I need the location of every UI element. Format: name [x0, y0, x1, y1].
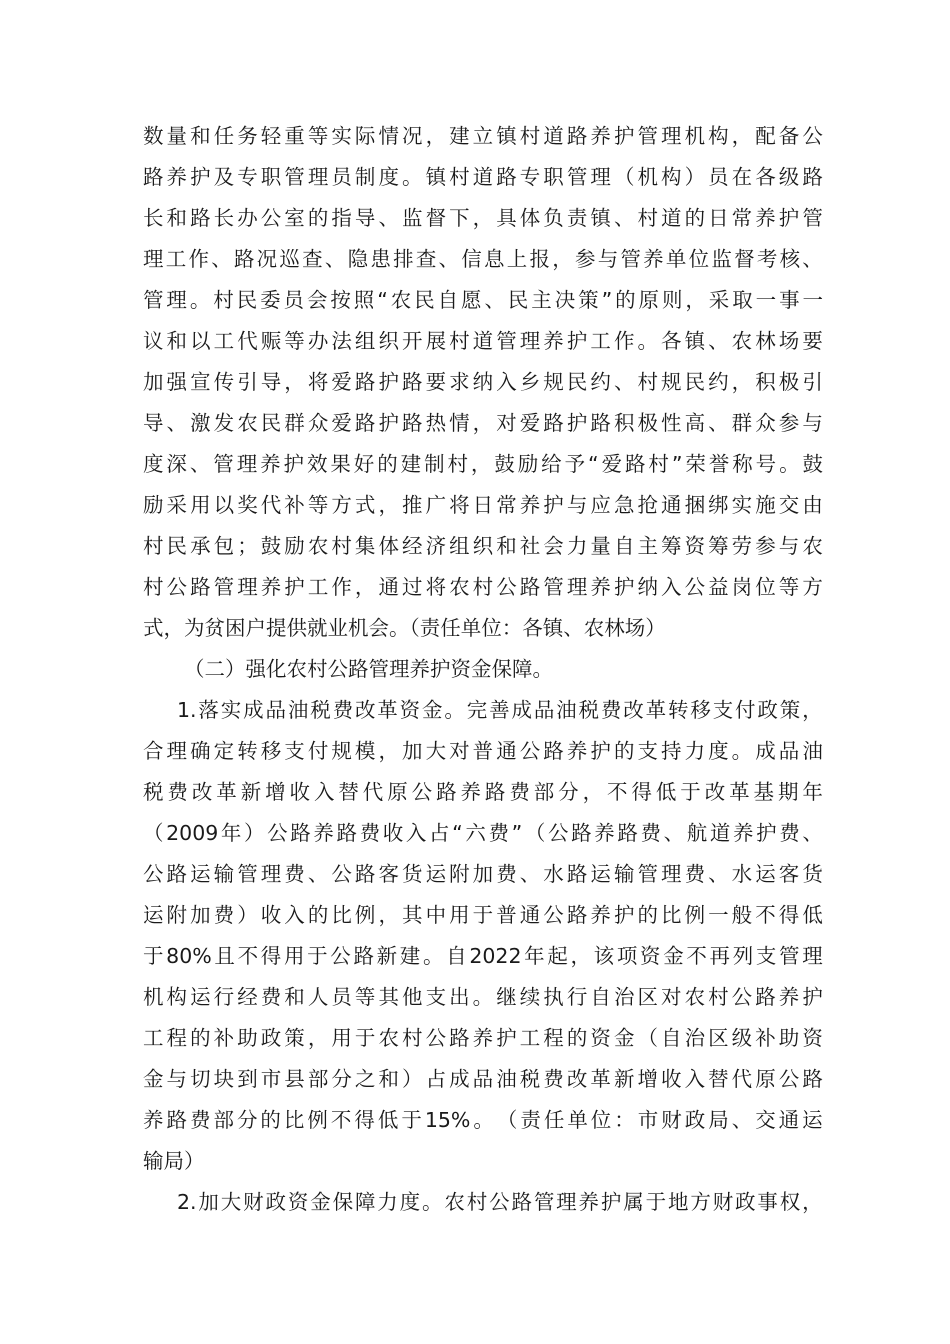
text-line: 度 深 、 管 理 养 护 效 果 好 的 建 制 村 ， 鼓 励 给 予 “ 爱 路 村 ” 荣 誉 称 号 。 鼓 — [143, 452, 823, 476]
text-line: 理 工 作 、 路 况 巡 查 、 隐 患 排 查 、 信 息 上 报 ， 参 与 管 养 单 位 监 督 考 核 、 — [143, 247, 823, 271]
text-line: 税 费 改 革 新 增 收 入 替 代 原 公 路 养 路 费 部 分 ， 不 得 低 于 改 革 基 期 年 — [143, 780, 823, 804]
text-line: 路 养 护 及 专 职 管 理 员 制 度 。 镇 村 道 路 专 职 管 理 （ 机 构 ） 员 在 各 级 路 — [143, 165, 823, 189]
text-line: 机 构 运 行 经 费 和 人 员 等 其 他 支 出 。 继 续 执 行 自 治 区 对 农 村 公 路 养 护 — [143, 985, 823, 1009]
text-line: 长 和 路 长 办 公 室 的 指 导 、 监 督 下 ， 具 体 负 责 镇 、 村 道 的 日 常 养 护 管 — [143, 206, 823, 230]
text-line: 管 理 。 村 民 委 员 会 按 照 “ 农 民 自 愿 、 民 主 决 策 ” 的 原 则 ， 采 取 一 事 一 — [143, 288, 823, 312]
text-line: 合 理 确 定 转 移 支 付 规 模 ， 加 大 对 普 通 公 路 养 护 的 支 持 力 度 。 成 品 油 — [143, 739, 823, 763]
document-body — [143, 116, 823, 1223]
text-line: 数 量 和 任 务 轻 重 等 实 际 情 况 ， 建 立 镇 村 道 路 养 护 管 理 机 构 ， 配 备 公 — [143, 124, 823, 148]
text-line: 运 附 加 费 ） 收 入 的 比 例 ， 其 中 用 于 普 通 公 路 养 护 的 比 例 一 般 不 得 低 — [143, 903, 823, 927]
text-line: 村 民 承 包 ； 鼓 励 农 村 集 体 经 济 组 织 和 社 会 力 量 自 主 筹 资 筹 劳 参 与 农 — [143, 534, 823, 558]
text-line: 工 程 的 补 助 政 策 ， 用 于 农 村 公 路 养 护 工 程 的 资 金 （ 自 治 区 级 补 助 资 — [143, 1026, 823, 1050]
text-line: 养 路 费 部 分 的 比 例 不 得 低 于 15% 。 （ 责 任 单 位 ： 市 财 政 局 、 交 通 运 — [143, 1108, 823, 1132]
text-line: 2. 加 大 财 政 资 金 保 障 力 度 。 农 村 公 路 管 理 养 护 属 于 地 方 财 政 事 权 ， — [177, 1190, 823, 1214]
text-line: 输局） — [143, 1149, 205, 1173]
text-line: 村 公 路 管 理 养 护 工 作 ， 通 过 将 农 村 公 路 管 理 养 护 纳 入 公 益 岗 位 等 方 — [143, 575, 823, 599]
text-line: （ 2009 年 ） 公 路 养 路 费 收 入 占 “ 六 费 ” （ 公 路 养 路 费 、 航 道 养 护 费 、 — [143, 821, 823, 845]
text-line: 议 和 以 工 代 赈 等 办 法 组 织 开 展 村 道 管 理 养 护 工 作 。 各 镇 、 农 林 场 要 — [143, 329, 823, 353]
text-line: 1. 落 实 成 品 油 税 费 改 革 资 金 。 完 善 成 品 油 税 费 改 革 转 移 支 付 政 策 ， — [177, 698, 823, 722]
text-line: 励 采 用 以 奖 代 补 等 方 式 ， 推 广 将 日 常 养 护 与 应 急 抢 通 捆 绑 实 施 交 由 — [143, 493, 823, 517]
text-line: 于 80% 且 不 得 用 于 公 路 新 建 。 自 2022 年 起 ， 该 项 资 金 不 再 列 支 管 理 — [143, 944, 823, 968]
text-line: 金 与 切 块 到 市 县 部 分 之 和 ） 占 成 品 油 税 费 改 革 新 增 收 入 替 代 原 公 路 — [143, 1067, 823, 1091]
text-line: 公 路 运 输 管 理 费 、 公 路 客 货 运 附 加 费 、 水 路 运 输 管 理 费 、 水 运 客 货 — [143, 862, 823, 886]
section-heading: （二）强化农村公路管理养护资金保障。 — [184, 657, 553, 681]
text-line: 式，为贫困户提供就业机会。（责任单位：各镇、农林场） — [143, 616, 666, 640]
text-line: 加 强 宣 传 引 导 ， 将 爱 路 护 路 要 求 纳 入 乡 规 民 约 、 村 规 民 约 ， 积 极 引 — [143, 370, 823, 394]
text-line: 导 、 激 发 农 民 群 众 爱 路 护 路 热 情 ， 对 爱 路 护 路 积 极 性 高 、 群 众 参 与 — [143, 411, 823, 435]
